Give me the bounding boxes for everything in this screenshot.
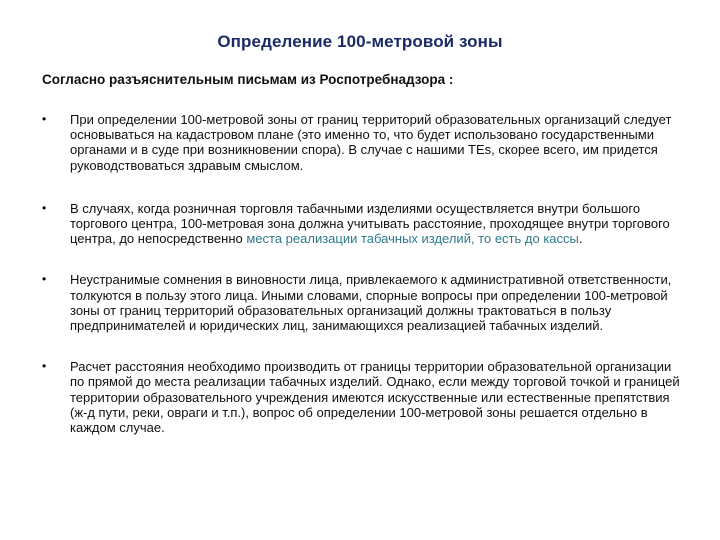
bullet-text-2-start: В случаях, когда розничная торговля табачными изделиями осуществляется внутри большого торгового центра, 100-метровая зона должна учитывать расстояние, проходящее внутри торгового центра, до непосредственно — [70, 200, 670, 247]
bullet-icon: • — [42, 112, 47, 126]
bullet-text-2 — [70, 201, 682, 247]
bullet-item-3 — [42, 272, 682, 333]
highlighted-phrase: места реализации табачных изделий, то есть до кассы — [246, 231, 579, 247]
page-title: Определение 100-метровой зоны — [217, 32, 503, 51]
bullet-text-2-end: . — [578, 231, 583, 247]
bullet-icon: • — [42, 359, 47, 374]
bullet-text-3: Неустранимые сомнения в виновности лица, привлекаемого к административной ответственности, толкуются в пользу этого лица. Иными словами, спорные вопросы при определении 100-метровой зоны от границ территорий образовательных организаций должны трактоваться в пользу предпринимателей и юридических лиц, занимающихся реализацией табачных изделий. — [70, 272, 672, 334]
bullet-text-1: При определении 100-метровой зоны от границ территорий образовательных организаций следует основываться на кадастровом плане (это именно то, что будет использовано государственными органами и в суде при возникновении спора). В случае с нашими ТЕs, скорее всего, им придется руководствоваться здравым смыслом. — [70, 112, 672, 173]
bullet-item-4 — [42, 359, 682, 435]
bullet-item-2 — [42, 201, 682, 247]
bullet-list — [42, 112, 682, 453]
bullet-item-1 — [42, 112, 682, 173]
intro-text: Согласно разъяснительным письмам из Роспотребнадзора : — [42, 72, 454, 87]
bullet-icon: • — [42, 200, 47, 215]
bullet-text-4: Расчет расстояния необходимо производить от границы территории образовательной организации по прямой до места реализации табачных изделий. Однако, если между торговой точкой и границей территории образовательного учреждения имеются искусственные или естественные препятствия (ж-д пути, реки, овраги и т.п.), вопрос об определении 100-метровой зоны решается отдельно в каждом случае. — [70, 359, 680, 436]
bullet-icon: • — [42, 272, 47, 287]
